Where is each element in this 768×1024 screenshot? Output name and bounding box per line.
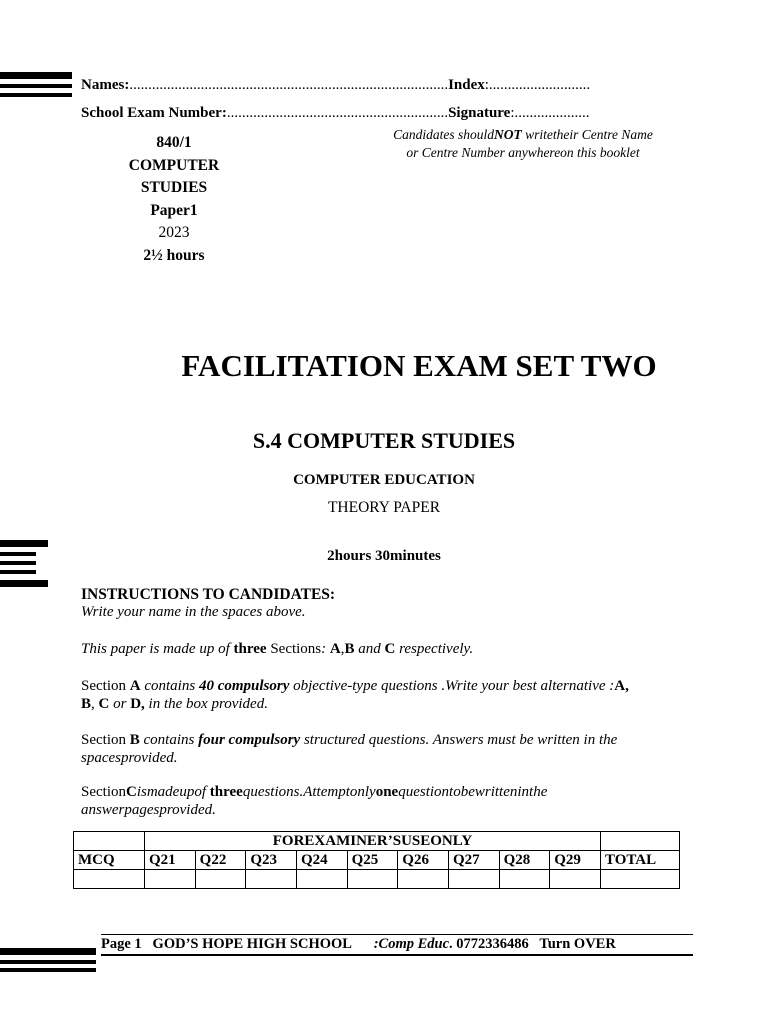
centre-notice — [362, 126, 684, 162]
table-cell — [601, 832, 680, 851]
subject-line-2: STUDIES — [140, 179, 208, 196]
margin-bar — [0, 72, 72, 79]
text: 40 compulsory — [198, 678, 290, 694]
text: Section — [81, 784, 126, 800]
text: : — [321, 641, 330, 657]
instruction-paragraph-4 — [81, 732, 701, 767]
score-cell[interactable] — [550, 870, 601, 889]
score-cell[interactable] — [246, 870, 297, 889]
text: three — [209, 784, 243, 800]
paper-info — [100, 132, 248, 267]
text: D, — [130, 695, 145, 712]
paper-code: 840/1 — [156, 134, 192, 151]
text: four compulsory — [198, 732, 301, 748]
column-header: Q24 — [296, 851, 347, 870]
text: A — [129, 678, 141, 694]
text: , — [340, 641, 345, 657]
index-label: Index — [448, 77, 485, 93]
subject-line-1: COMPUTER — [128, 156, 220, 174]
score-cell[interactable] — [145, 870, 196, 889]
score-cell[interactable] — [296, 870, 347, 889]
text: answerpagesprovided. — [81, 801, 216, 818]
instructions-heading — [81, 586, 701, 604]
column-header: Q29 — [550, 851, 601, 870]
sub-title: S.4 COMPUTER STUDIES — [252, 428, 516, 453]
notice-text: Candidates should — [393, 127, 494, 142]
examiner-table — [73, 831, 680, 889]
text: A — [329, 641, 341, 657]
notice-text: writetheir Centre Name — [521, 127, 653, 142]
notice-not: NOT — [494, 127, 522, 142]
names-line — [81, 77, 590, 94]
theory-title: THEORY PAPER — [327, 499, 441, 516]
text: structured questions. Answers must be written in the — [300, 732, 618, 748]
text: one — [375, 784, 399, 800]
text: contains — [140, 678, 199, 694]
table-header-row — [74, 832, 680, 851]
text: B — [344, 641, 355, 657]
column-header: Q26 — [398, 851, 449, 870]
signature-label: Signature — [448, 105, 511, 121]
index-dots: :........................... — [484, 77, 591, 93]
text: Sections — [266, 641, 322, 657]
signature-dots: :.................... — [510, 105, 590, 121]
text: or — [109, 695, 131, 712]
footer-phone: . 0772336486 — [449, 936, 529, 952]
margin-bar — [0, 580, 48, 587]
instructions-heading-text: INSTRUCTIONS TO CANDIDATES: — [81, 586, 336, 603]
column-header: MCQ — [74, 851, 145, 870]
text: Section — [81, 732, 130, 748]
paper-number: Paper1 — [150, 201, 198, 219]
text: A, — [614, 678, 629, 694]
table-cell — [74, 832, 145, 851]
margin-bar — [0, 960, 96, 964]
text: B — [81, 695, 92, 712]
margin-bar — [0, 93, 72, 97]
score-cell[interactable] — [398, 870, 449, 889]
score-cell[interactable] — [448, 870, 499, 889]
score-cell[interactable] — [347, 870, 398, 889]
paper-year: 2023 — [158, 224, 190, 241]
names-label: Names: — [81, 77, 130, 93]
column-header: Q22 — [195, 851, 246, 870]
school-exam-dots: ........................................................... — [226, 105, 449, 121]
column-header: Q28 — [499, 851, 550, 870]
table-row — [74, 870, 680, 889]
column-header: Q25 — [347, 851, 398, 870]
text: and — [354, 641, 385, 657]
text: objective-type questions .Write your best alternative : — [289, 678, 615, 694]
table-row — [74, 851, 680, 870]
margin-bar — [0, 84, 72, 88]
school-exam-label: School Exam Number: — [81, 105, 227, 121]
instruction-line-1: Write your name in the spaces above. — [81, 604, 306, 620]
text: contains — [139, 732, 199, 748]
score-cell[interactable] — [195, 870, 246, 889]
text: B — [129, 732, 140, 748]
text: respectively. — [395, 641, 474, 657]
main-title: FACILITATION EXAM SET TWO — [181, 348, 657, 383]
time-title: 2hours 30minutes — [327, 548, 441, 564]
instruction-paragraph-5 — [81, 784, 701, 819]
margin-bar — [0, 570, 36, 574]
margin-bar — [0, 948, 96, 955]
school-exam-line — [81, 105, 590, 122]
text: , — [91, 695, 99, 712]
text: questiontobewritteninthe — [398, 784, 548, 800]
text: C — [126, 784, 137, 800]
instruction-paragraph-3 — [81, 678, 701, 713]
footer-page: Page 1 — [101, 936, 142, 952]
text: three — [233, 641, 267, 657]
footer-school: GOD’S HOPE HIGH SCHOOL — [152, 936, 352, 952]
column-header: Q27 — [448, 851, 499, 870]
text: C — [384, 641, 396, 657]
margin-bar — [0, 968, 96, 972]
instruction-paragraph-2 — [81, 641, 701, 659]
score-cell[interactable] — [499, 870, 550, 889]
column-header: TOTAL — [601, 851, 680, 870]
text: Section — [81, 678, 130, 694]
notice-line-2: or Centre Number anywhereon this booklet — [406, 145, 640, 160]
text: spacesprovided. — [81, 749, 178, 766]
paper-duration: 2½ hours — [143, 246, 205, 264]
column-header: Q23 — [246, 851, 297, 870]
examiner-header: FOREXAMINER’SUSEONLY — [145, 832, 601, 851]
text: in the box provided. — [144, 695, 268, 712]
text: questions.Attemptonly — [242, 784, 376, 800]
text: C — [98, 695, 110, 712]
column-header: Q21 — [145, 851, 196, 870]
text: ismadeupof — [136, 784, 210, 800]
footer-subject: :Comp Educ — [373, 936, 450, 952]
page-footer — [101, 936, 693, 956]
score-cell[interactable] — [601, 870, 680, 889]
names-dots: ..................................................................................... — [129, 77, 449, 93]
education-title: COMPUTER EDUCATION — [293, 472, 475, 488]
footer-turn-over: Turn OVER — [539, 936, 616, 952]
margin-bar — [0, 540, 48, 547]
score-cell[interactable] — [74, 870, 145, 889]
text: This paper is made up of — [81, 641, 234, 657]
